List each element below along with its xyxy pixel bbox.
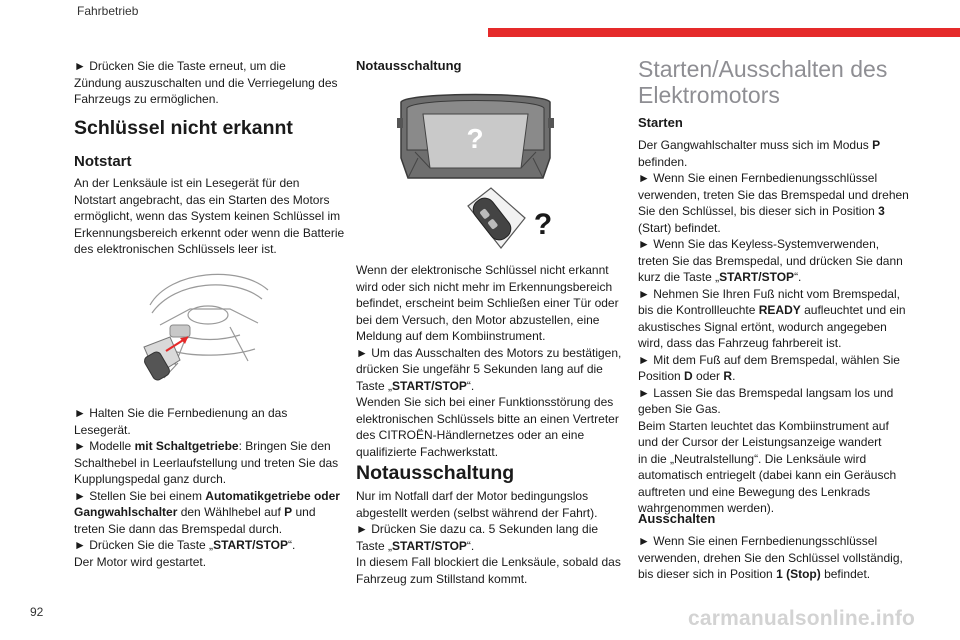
steering-column-reader-illustration	[130, 265, 280, 390]
key-question-mark: ?	[533, 208, 553, 241]
page-number: 92	[30, 605, 44, 619]
emergency-start-steps: ► Halten Sie die Fernbedienung an das Lesegerät. ► Modelle mit Schaltgetriebe: Bringen Sie den Schalthebel in Leerlaufstellung und treten Sie das Kupplungspedal ganz durch. ► Stellen Sie bei einem Automatikgetriebe oder Gangwahlschalter den Wählhebel auf P und treten Sie dann das Bremspedal durch. ► Drücken Sie die Taste „START/STOP“. Der Motor wird gestartet.	[74, 406, 340, 569]
car-question-mark: ?	[466, 123, 484, 154]
subheading-stop: Ausschalten	[638, 511, 716, 526]
emergency-shutdown-paragraph: Nur im Notfall darf der Motor bedingungslos abgestellt werden (selbst während der Fahrt). ► Drücken Sie dazu ca. 5 Sekunden lang die Taste „START/STOP“. In diesem Fall blockiert die Lenksäule, sobald das Fahrzeug zum Stillstand kommt.	[356, 489, 621, 586]
heading-key-not-recognized: Schlüssel nicht erkannt	[74, 117, 293, 139]
subheading-emergency-start: Notstart	[74, 153, 132, 170]
subheading-start: Starten	[638, 115, 683, 130]
start-instructions: Der Gangwahlschalter muss sich im Modus P befinden. ► Wenn Sie einen Fernbedienungsschlüssel verwenden, treten Sie das Bremspedal und drehen Sie den Schlüssel, bis dieser sich in Position 3 (Start) befindet. ► Wenn Sie das Keyless-Systemverwenden, treten Sie das Bremspedal, und drücken Sie dann kurz die Taste „START/STOP“. ► Nehmen Sie Ihren Fuß nicht vom Bremspedal, bis die Kontrollleuchte READY aufleuchtet und ein akustisches Signal ertönt, wodurch angegeben wird, dass das Fahrzeug fahrbereit ist. ► Mit dem Fuß auf dem Bremspedal, wählen Sie Position D oder R. ► Lassen Sie das Bremspedal langsam los und geben Sie Gas. Beim Starten leuchtet das Kombiinstrument auf und der Cursor der Leistungsanzeige wandert in die „Neutralstellung“. Die Lenksäule wird automatisch entriegelt (dabei kann ein Geräusch auftreten und eine Bewegung des Lenkrads wahrgenommen werden).	[638, 138, 909, 515]
header-accent-bar	[488, 28, 960, 37]
watermark: carmanualsonline.info	[688, 607, 916, 630]
emergency-start-paragraph: An der Lenksäule ist ein Lesegerät für den Notstart angebracht, das ein Starten des Motors ermöglicht, wenn das System keinen Schlüssel im Erkennungsbereich erkennt oder wenn die Batterie des elektronischen Schlüssels leer ist.	[74, 176, 345, 256]
shutdown-paragraph: Wenn der elektronische Schlüssel nicht erkannt wird oder sich nicht mehr im Erkennungsbereich befindet, erscheint beim Schließen einer Tür oder bei dem Versuch, den Motor abzustellen, eine Meldung auf dem Kombiinstrument. ► Um das Ausschalten des Motors zu bestätigen, drücken Sie ungefähr 5 Sekunden lang auf die Taste „START/STOP“. Wenden Sie sich bei einer Funktionsstörung des elektronischen Schlüssels bitte an einen Vertreter des CITROËN-Händlernetzes oder an eine qualifizierte Fachwerkstatt.	[356, 263, 622, 459]
section-title: Fahrbetrieb	[77, 4, 139, 18]
intro-paragraph: ► Drücken Sie die Taste erneut, um die Zündung auszuschalten und die Verriegelung des Fahrzeugs zu ermöglichen.	[74, 59, 338, 106]
heading-emergency-shutdown: Notausschaltung	[356, 462, 515, 484]
heading-start-stop-electric-motor: Starten/Ausschalten des Elektromotors	[638, 56, 888, 108]
car-key-not-detected-illustration	[393, 88, 558, 268]
stop-instructions: ► Wenn Sie einen Fernbedienungsschlüssel verwenden, drehen Sie den Schlüssel vollständig, bis dieser sich in Position 1 (Stop) befindet.	[638, 534, 903, 581]
heading-emergency-shutdown-top: Notausschaltung	[356, 58, 462, 73]
